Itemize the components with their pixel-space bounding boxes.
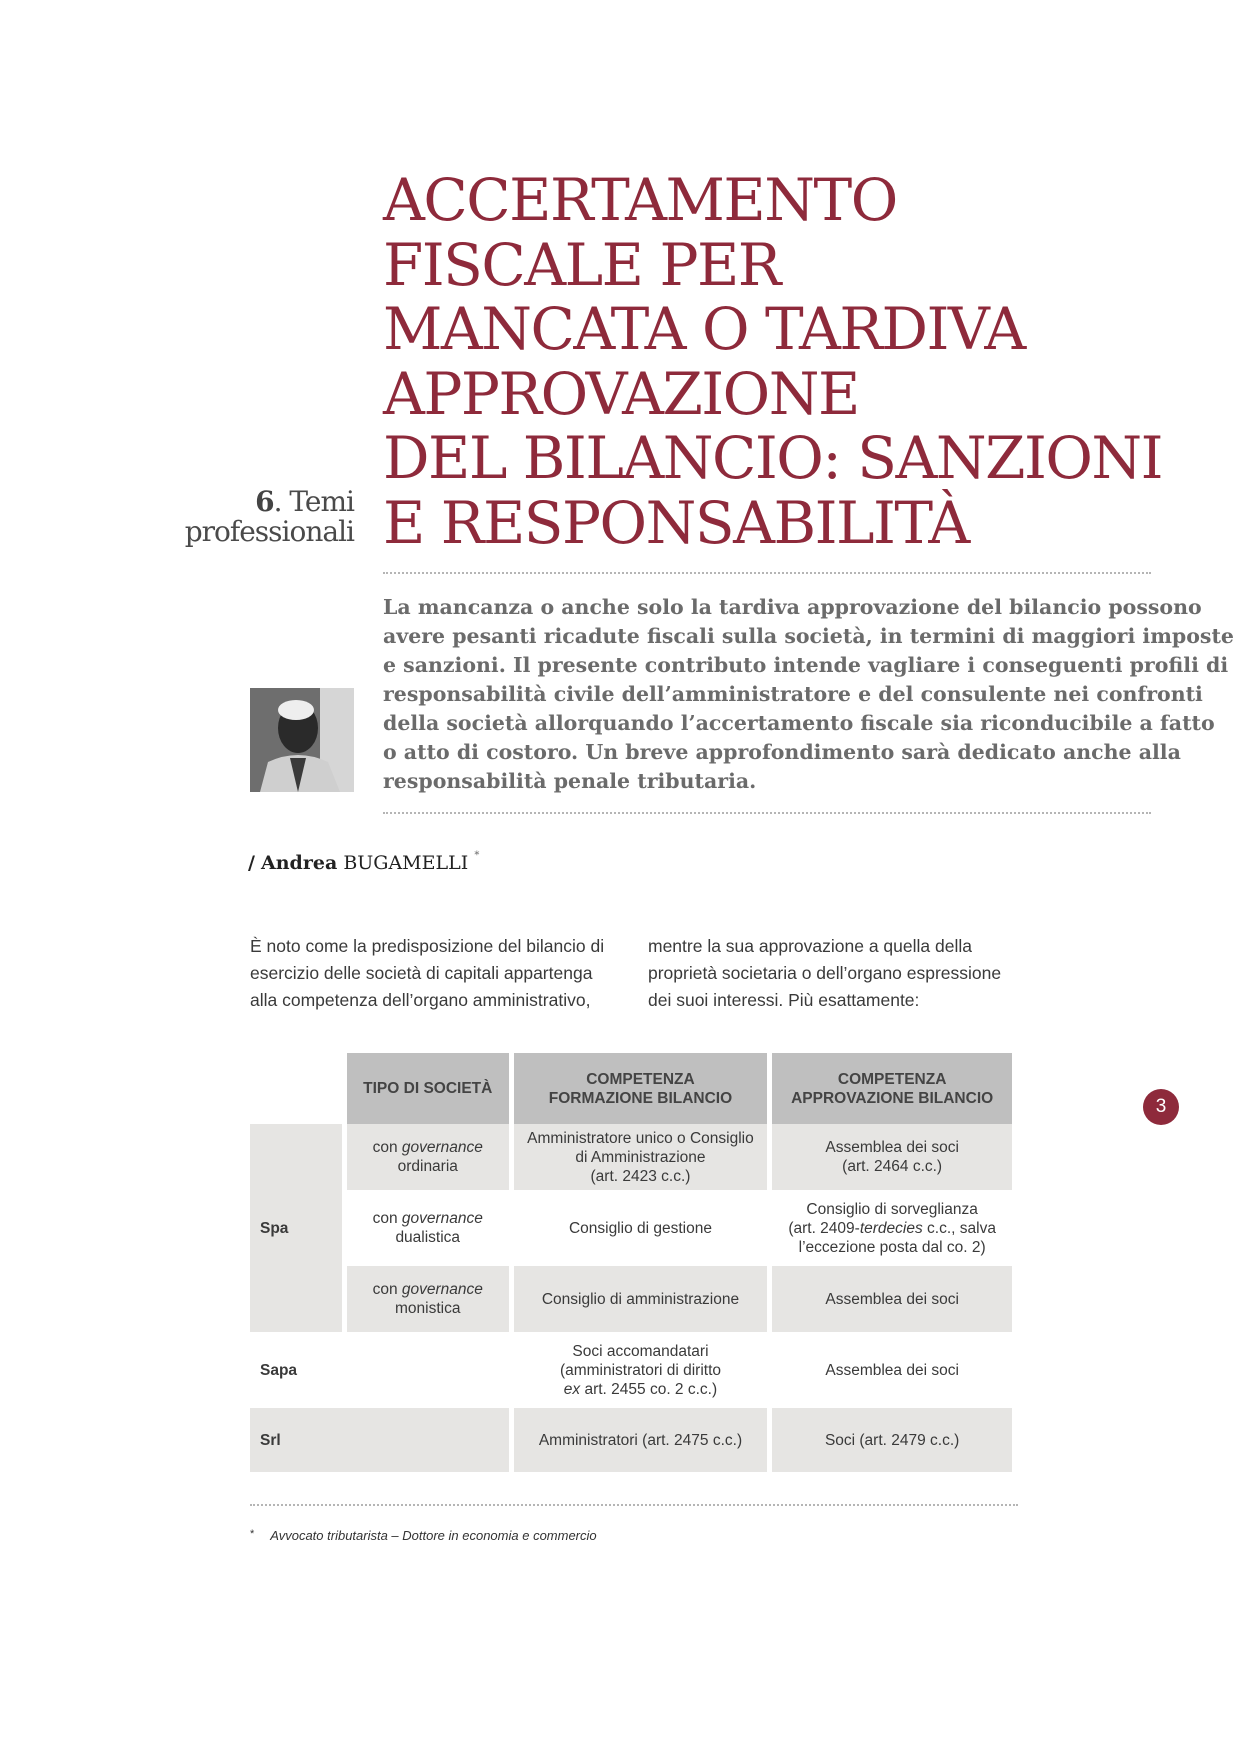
cell-tipo-ordinaria: con governance ordinaria (347, 1124, 509, 1194)
bottom-divider (383, 812, 1151, 814)
abstract-line: avere pesanti ricadute fiscali sulla società, in termini di maggiori imposte (383, 624, 1234, 648)
footnote-marker: * (250, 1528, 255, 1540)
title-line: MANCATA O TARDIVA (383, 295, 1025, 363)
cell-formazione-ordinaria: Amministratore unico o Consiglio di Amministrazione (art. 2423 c.c.) (514, 1124, 768, 1194)
body-column-1 (250, 933, 620, 1014)
table-bottom-divider (250, 1504, 1018, 1506)
author-byline (248, 852, 479, 874)
top-divider (383, 572, 1151, 574)
cell-formazione-sapa: Soci accomandatari (amministratori di diritto ex art. 2455 co. 2 c.c.) (514, 1336, 768, 1408)
cell-tipo-monistica: con governance monistica (347, 1266, 509, 1336)
section-label-2: professionali (184, 515, 354, 548)
table-row (250, 1266, 1012, 1336)
table-corner (250, 1053, 342, 1124)
cell-formazione-srl: Amministratori (art. 2475 c.c.) (514, 1408, 768, 1476)
body-line: esercizio delle società di capitali appartenga (250, 963, 593, 983)
row-label-spa: Spa (250, 1124, 342, 1336)
abstract-line: e sanzioni. Il presente contributo intende vagliare i conseguenti profili di (383, 653, 1229, 677)
row-label-sapa: Sapa (250, 1336, 509, 1408)
cell-approvazione-sapa: Assemblea dei soci (772, 1336, 1012, 1408)
body-line: dei suoi interessi. Più esattamente: (648, 990, 920, 1010)
author-photo (250, 688, 354, 792)
author-slash: / (248, 852, 255, 874)
title-line: FISCALE PER (383, 230, 780, 299)
title-line: E RESPONSABILITÀ (383, 488, 969, 557)
abstract-line: La mancanza o anche solo la tardiva approvazione del bilancio possono (383, 595, 1202, 619)
abstract-line: responsabilità penale tributaria. (383, 769, 757, 793)
abstract-line: della società allorquando l’accertamento fiscale sia riconducibile a fatto (383, 711, 1215, 735)
cell-approvazione-ordinaria: Assemblea dei soci (art. 2464 c.c.) (772, 1124, 1012, 1194)
article-title (383, 168, 1183, 555)
table-row (250, 1124, 1012, 1194)
footnote-text: Avvocato tributarista – Dottore in economia e commercio (270, 1528, 597, 1543)
cell-approvazione-srl: Soci (art. 2479 c.c.) (772, 1408, 1012, 1476)
body-line: proprietà societaria o dell’organo espressione (648, 963, 1002, 983)
abstract-line: responsabilità civile dell’amministratore e del consulente nei confronti (383, 682, 1203, 706)
title-line: ACCERTAMENTO (383, 166, 897, 234)
competence-table (245, 1053, 1017, 1476)
author-last-name: BUGAMELLI (343, 852, 469, 874)
page-number: 3 (1143, 1089, 1179, 1125)
abstract-line: o atto di costoro. Un breve approfondimento sarà dedicato anche alla (383, 740, 1181, 764)
body-column-2 (648, 933, 1018, 1014)
title-line: APPROVAZIONE (383, 359, 859, 428)
body-line: alla competenza dell’organo amministrativo, (250, 990, 591, 1010)
header-tipo: TIPO DI SOCIETÀ (347, 1053, 509, 1124)
abstract (383, 593, 1234, 796)
table-row (250, 1336, 1012, 1408)
cell-formazione-monistica: Consiglio di amministrazione (514, 1266, 768, 1336)
section-label-1: . Temi (273, 485, 354, 518)
cell-approvazione-monistica: Assemblea dei soci (772, 1266, 1012, 1336)
row-label-srl: Srl (250, 1408, 509, 1476)
section-label (140, 487, 354, 547)
cell-formazione-dualistica: Consiglio di gestione (514, 1194, 768, 1266)
header-approvazione: COMPETENZA APPROVAZIONE BILANCIO (772, 1053, 1012, 1124)
table-row (250, 1408, 1012, 1476)
author-first-name: Andrea (261, 852, 338, 874)
cell-tipo-dualistica: con governance dualistica (347, 1194, 509, 1266)
body-line: mentre la sua approvazione a quella della (648, 936, 972, 956)
author-footnote-marker: * (474, 850, 480, 861)
header-formazione: COMPETENZA FORMAZIONE BILANCIO (514, 1053, 768, 1124)
title-line: DEL BILANCIO: SANZIONI (383, 424, 1163, 492)
body-line: È noto come la predisposizione del bilancio di (250, 936, 605, 956)
section-number: 6 (255, 485, 274, 518)
footnote (250, 1528, 597, 1543)
cell-approvazione-dualistica: Consiglio di sorveglianza (art. 2409-terdecies c.c., salva l’eccezione posta dal co. 2) (772, 1194, 1012, 1266)
table-row (250, 1194, 1012, 1266)
